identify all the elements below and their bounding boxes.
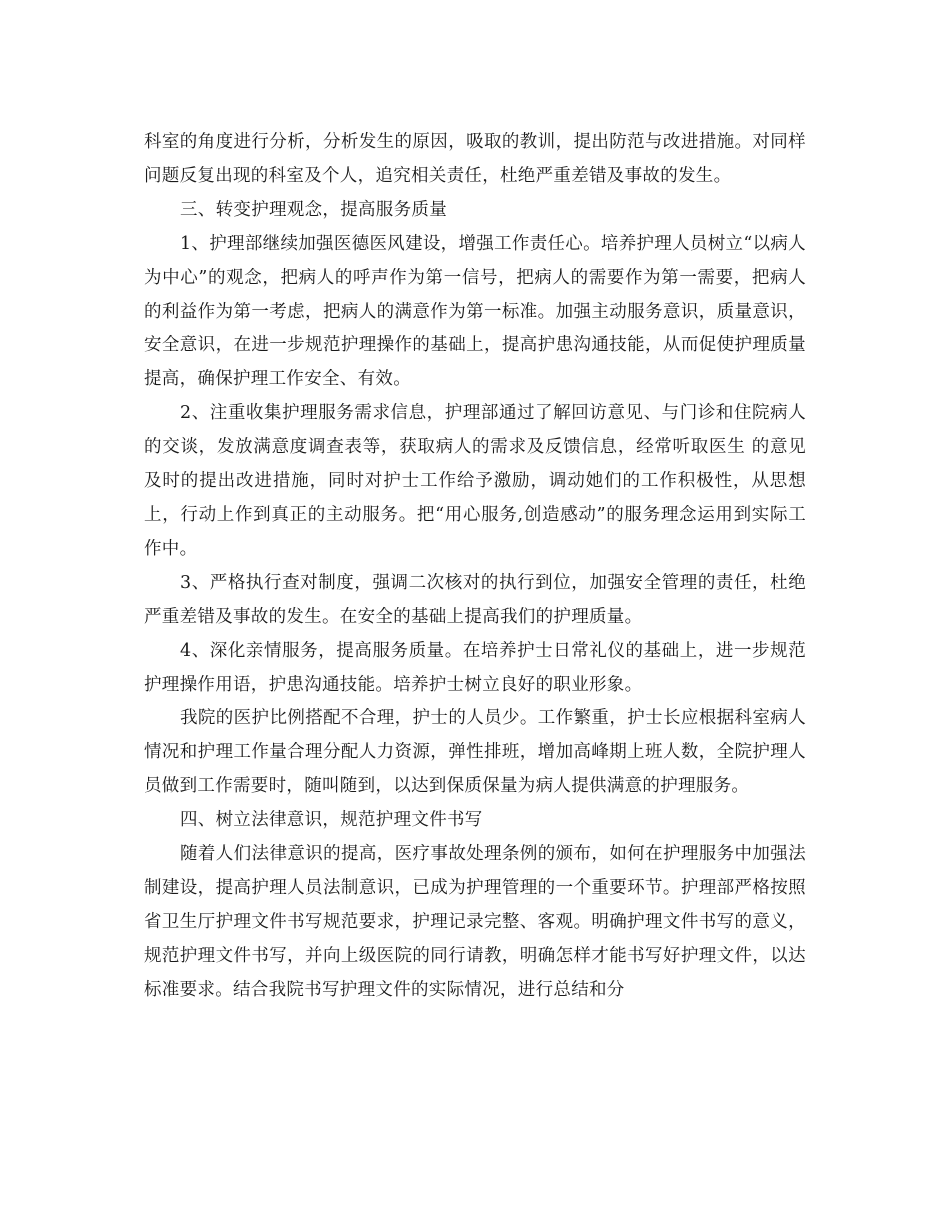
paragraph-item-4: 4、深化亲情服务，提高服务质量。在培养护士日常礼仪的基础上，进一步规范护理操作用语，护患沟通技能。培养护士树立良好的职业形象。 — [144, 640, 806, 695]
document-body — [144, 126, 806, 1008]
paragraph-legal-awareness: 随着人们法律意识的提高，医疗事故处理条例的颁布，如何在护理服务中加强法制建设，提高护理人员法制意识，已成为护理管理的一个重要环节。护理部严格按照省卫生厅护理文件书写规范要求，护理记录完整、客观。明确护理文件书写的意义，规范护理文件书写，并向上级医院的同行请教，明确怎样才能书写好护理文件，以达标准要求。结合我院书写护理文件的实际情况，进行总结和分 — [144, 844, 806, 1000]
paragraph-continuation: 科室的角度进行分析，分析发生的原因，吸取的教训，提出防范与改进措施。对同样问题反复出现的科室及个人，追究相关责任，杜绝严重差错及事故的发生。 — [144, 132, 806, 186]
section-heading-3: 三、转变护理观念，提高服务质量 — [180, 199, 447, 220]
section-heading-4: 四、树立法律意识，规范护理文件书写 — [180, 810, 483, 831]
paragraph-item-3: 3、严格执行查对制度，强调二次核对的执行到位，加强安全管理的责任，杜绝严重差错及事故的发生。在安全的基础上提高我们的护理质量。 — [144, 572, 806, 627]
paragraph-item-1: 1、护理部继续加强医德医风建设，增强工作责任心。培养护理人员树立“以病人为中心”的观念，把病人的呼声作为第一信号，把病人的需要作为第一需要，把病人的利益作为第一考虑，把病人的满意作为第一标准。加强主动服务意识，质量意识，安全意识，在进一步规范护理操作的基础上，提高护患沟通技能，从而促使护理质量提高，确保护理工作安全、有效。 — [144, 233, 806, 390]
paragraph-staffing: 我院的医护比例搭配不合理，护士的人员少。工作繁重，护士长应根据科室病人情况和护理工作量合理分配人力资源，弹性排班，增加高峰期上班人数，全院护理人员做到工作需要时，随叫随到，以达到保质保量为病人提供满意的护理服务。 — [144, 708, 806, 797]
paragraph-item-2: 2、注重收集护理服务需求信息，护理部通过了解回访意见、与门诊和住院病人的交谈，发放满意度调查表等，获取病人的需求及反馈信息，经常听取医生 的意见及时的提出改进措施，同时对护士工作给予激励，调动她们的工作积极性，从思想上，行动上作到真正的主动服务。把“用心服务,创造感动”的服务理念运用到实际工作中。 — [144, 403, 806, 559]
